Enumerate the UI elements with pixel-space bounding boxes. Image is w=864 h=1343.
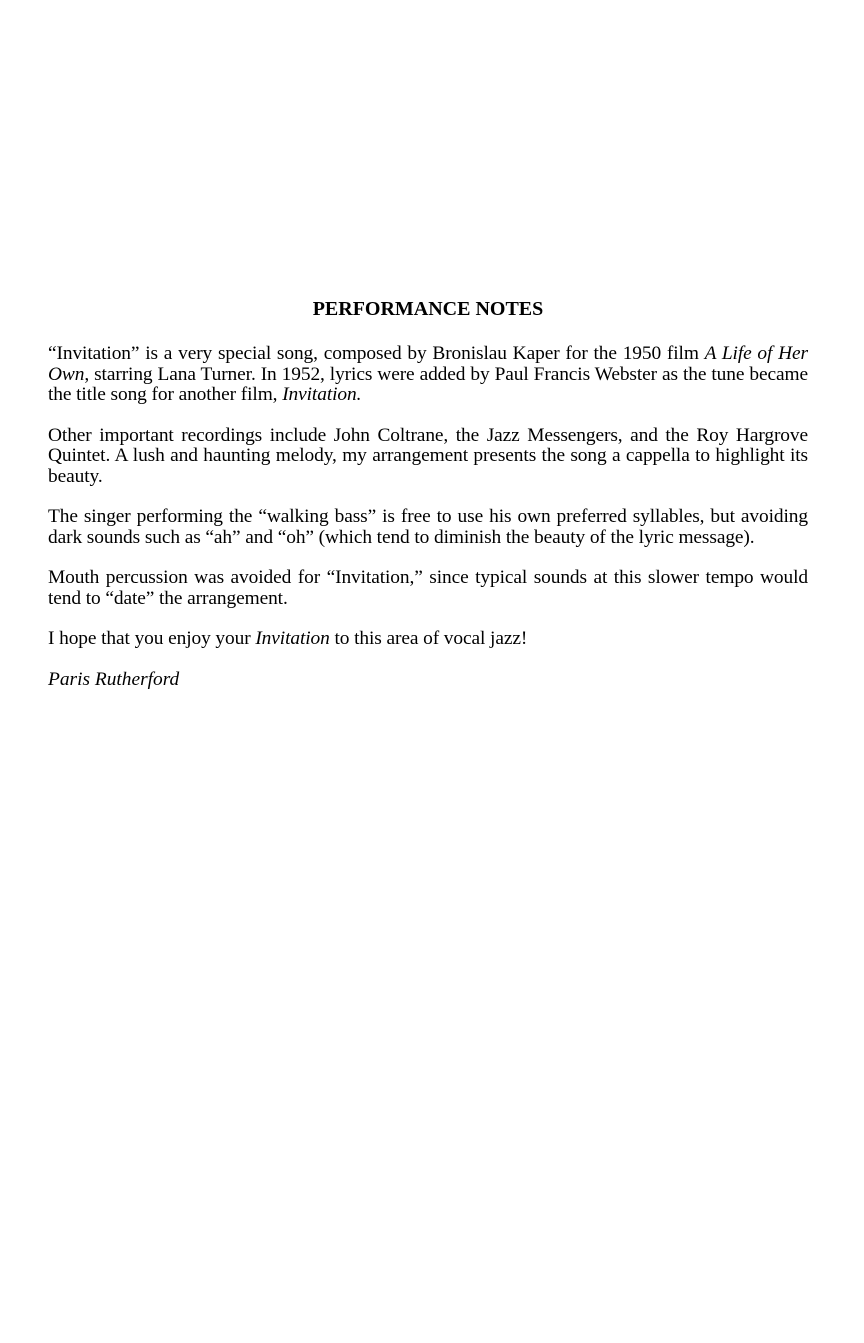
paragraph-text: to this area of vocal jazz!	[329, 628, 528, 649]
paragraph-walking-bass: The singer performing the “walking bass” is free to use his own preferred syllables, but avoiding dark sounds such as “ah” and “oh” (which tend to diminish the beauty of the lyric message).	[48, 506, 808, 548]
paragraph-recordings: Other important recordings include John Coltrane, the Jazz Messengers, and the Roy Hargrove Quintet. A lush and haunting melody, my arrangement presents the song a cappella to highlight its beauty.	[48, 424, 808, 487]
performance-notes	[48, 296, 808, 690]
paragraph-text: “Invitation” is a very special song, composed by Bronislau Kaper for the 1950 film	[48, 343, 705, 364]
paragraph-history	[48, 344, 808, 406]
author-signature: Paris Rutherford	[48, 668, 180, 690]
paragraph-text: , starring Lana Turner. In 1952, lyrics were added by Paul Francis Webster as the tune became the title song for another film,	[48, 363, 808, 405]
page-title: PERFORMANCE NOTES	[312, 298, 544, 320]
paragraph-text: I hope that you enjoy your	[48, 628, 256, 649]
paragraph-percussion: Mouth percussion was avoided for “Invitation,” since typical sounds at this slower tempo would tend to “date” the arrangement.	[48, 567, 808, 609]
paragraph-closing	[48, 629, 808, 650]
film-title: Invitation.	[282, 384, 362, 405]
film-title: A Life of Her Own	[48, 343, 808, 385]
song-title: Invitation	[255, 628, 330, 649]
